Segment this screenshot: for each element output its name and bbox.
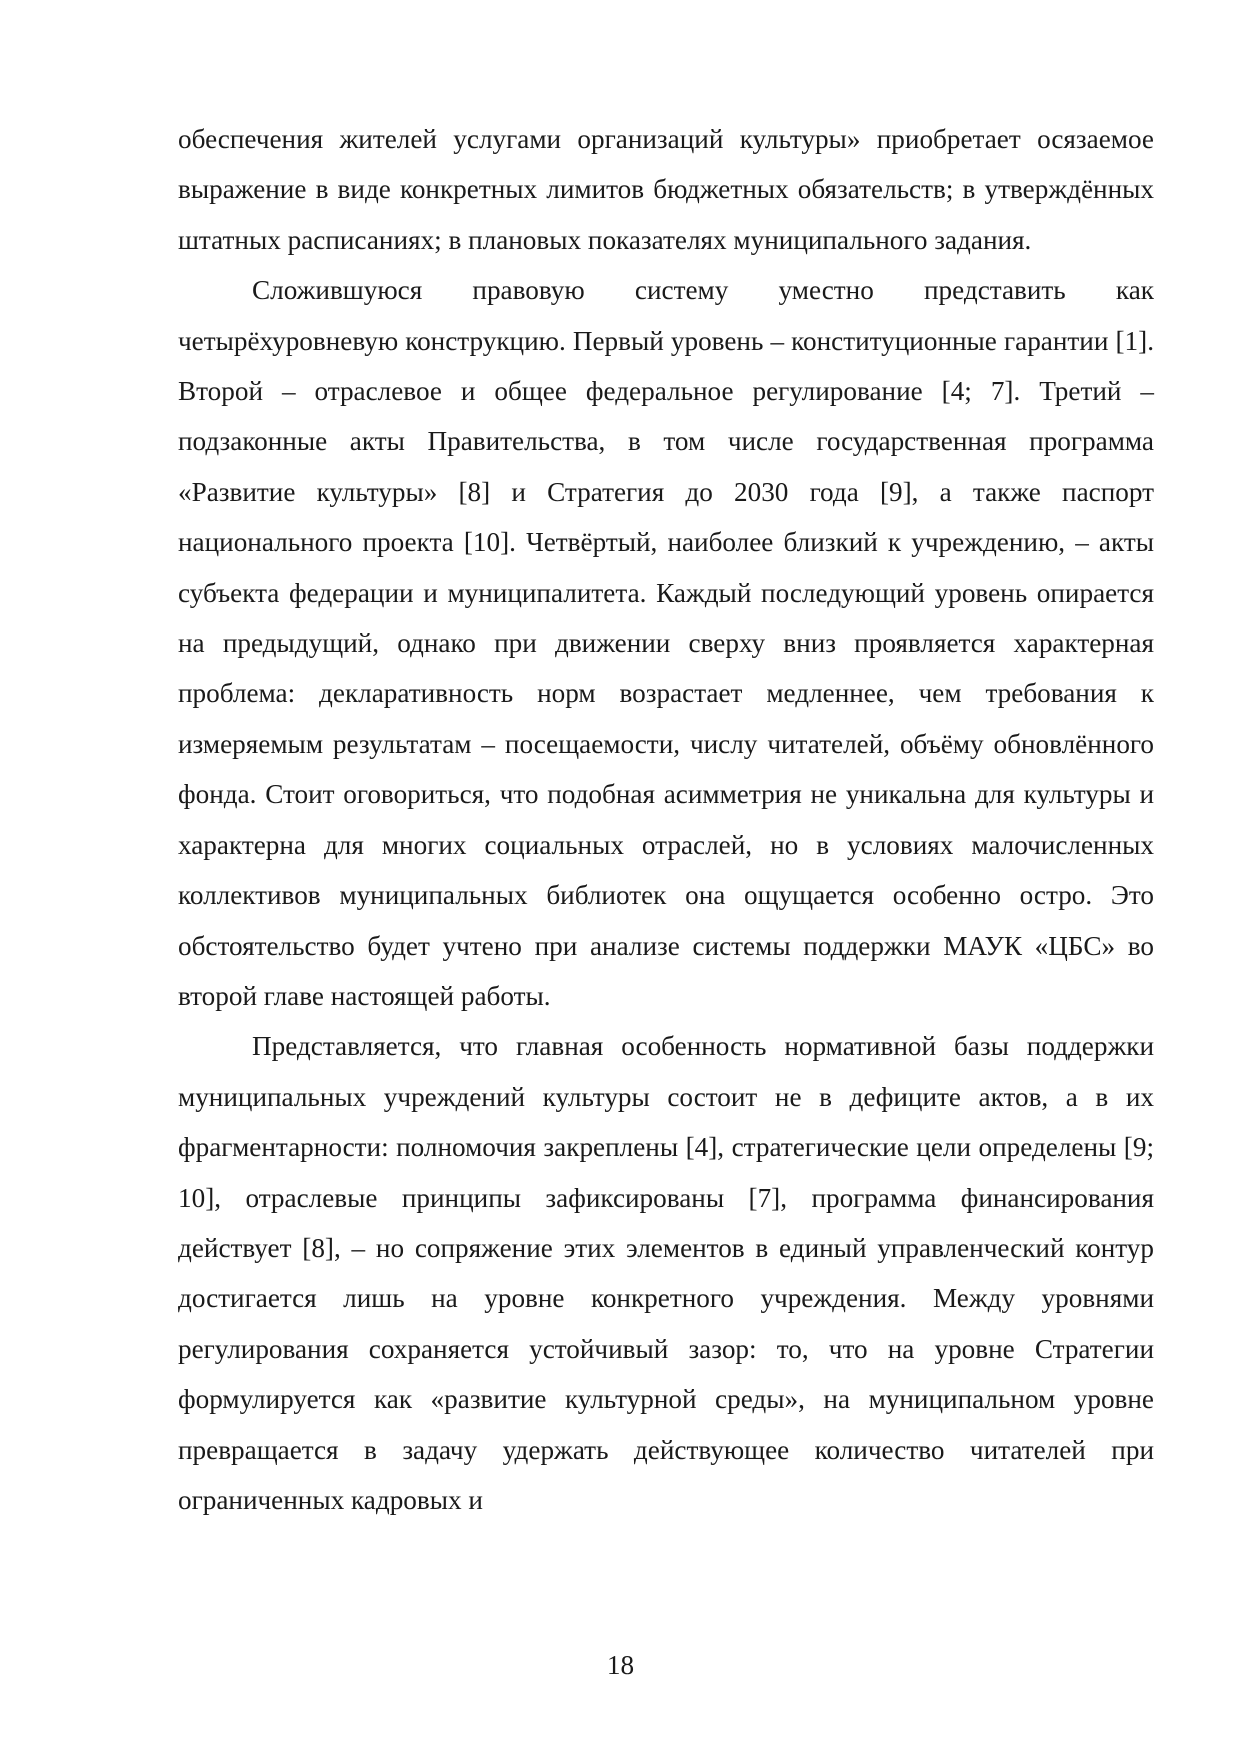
page-number: 18 xyxy=(606,1650,635,1680)
paragraph-continuation: обеспечения жителей услугами организаций культуры» приобретает осязаемое выражение в виде конкретных лимитов бюджетных обязательств; в утверждённых штатных расписаниях; в плановых показателях муниципального задания. xyxy=(178,124,1154,255)
body-text xyxy=(178,114,1154,1525)
paragraph-regulatory-fragmentation: Представляется, что главная особенность нормативной базы поддержки муниципальных учреждений культуры состоит не в дефиците актов, а в их фрагментарности: полномочия закреплены [4], стратегические цели определены [9; 10], отраслевые принципы зафиксированы [7], программа финансирования действует [8], – но сопряжение этих элементов в единый управленческий контур достигается лишь на уровне конкретного учреждения. Между уровнями регулирования сохраняется устойчивый зазор: то, что на уровне Стратегии формулируется как «развитие культурной среды», на муниципальном уровне превращается в задачу удержать действующее количество читателей при ограниченных кадровых и xyxy=(178,1031,1154,1515)
paragraph-legal-system-levels: Сложившуюся правовую систему уместно представить как четырёхуровневую конструкцию. Первый уровень – конституционные гарантии [1]. Второй – отраслевое и общее федеральное регулирование [4; 7]. Третий – подзаконные акты Правительства, в том числе государственная программа «Развитие культуры» [8] и Стратегия до 2030 года [9], а также паспорт национального проекта [10]. Четвёртый, наиболее близкий к учреждению, – акты субъекта федерации и муниципалитета. Каждый последующий уровень опирается на предыдущий, однако при движении сверху вниз проявляется характерная проблема: декларативность норм возрастает медленнее, чем требования к измеряемым результатам – посещаемости, числу читателей, объёму обновлённого фонда. Стоит оговориться, что подобная асимметрия не уникальна для культуры и характерна для многих социальных отраслей, но в условиях малочисленных коллективов муниципальных библиотек она ощущается особенно остро. Это обстоятельство будет учтено при анализе системы поддержки МАУК «ЦБС» во второй главе настоящей работы. xyxy=(178,275,1154,1011)
